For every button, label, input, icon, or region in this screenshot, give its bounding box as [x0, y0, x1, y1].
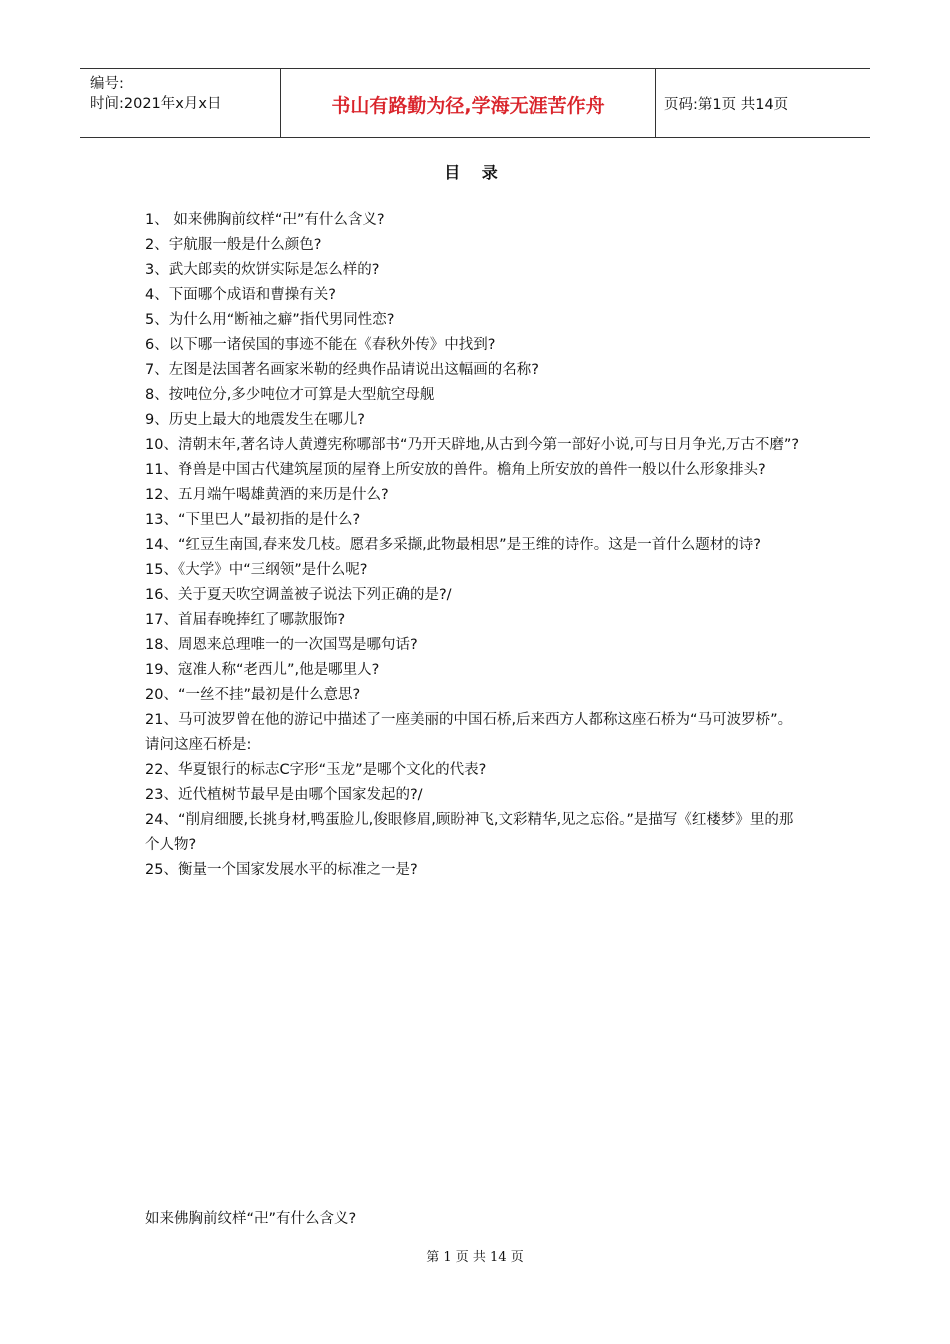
toc-item[interactable]: 21、马可波罗曾在他的游记中描述了一座美丽的中国石桥,后来西方人都称这座石桥为“马可波罗桥”。请问这座石桥是: [145, 712, 793, 753]
page-footer: 第 1 页 共 14 页 [426, 1250, 524, 1265]
toc-item[interactable]: 11、脊兽是中国古代建筑屋顶的屋脊上所安放的兽件。檐角上所安放的兽件一般以什么形象排头? [145, 462, 766, 478]
toc-item[interactable]: 25、衡量一个国家发展水平的标准之一是? [145, 862, 418, 878]
toc-item[interactable]: 1、 如来佛胸前纹样“卍”有什么含义? [145, 212, 385, 228]
document-number-label: 编号: [90, 76, 124, 92]
toc-item[interactable]: 19、寇准人称“老西儿”,他是哪里人? [145, 662, 380, 678]
document-date-label: 时间:2021年x月x日 [90, 96, 222, 112]
toc-item[interactable]: 14、“红豆生南国,春来发几枝。愿君多采撷,此物最相思”是王维的诗作。这是一首什么题材的诗? [145, 537, 761, 553]
toc-item[interactable]: 3、武大郎卖的炊饼实际是怎么样的? [145, 262, 380, 278]
page-header [80, 68, 870, 138]
toc-item[interactable]: 20、“一丝不挂”最初是什么意思? [145, 687, 361, 703]
header-motto-cell [280, 69, 656, 137]
toc-item[interactable]: 13、“下里巴人”最初指的是什么? [145, 512, 361, 528]
toc-item[interactable]: 23、近代植树节最早是由哪个国家发起的?/ [145, 787, 423, 803]
header-meta [80, 69, 280, 137]
toc-list [145, 208, 805, 883]
toc-item[interactable]: 16、关于夏天吹空调盖被子说法下列正确的是?/ [145, 587, 452, 603]
header-page-cell [654, 69, 870, 137]
toc-item[interactable]: 17、首届春晚捧红了哪款服饰? [145, 612, 346, 628]
toc-item[interactable]: 6、以下哪一诸侯国的事迹不能在《春秋外传》中找到? [145, 337, 496, 353]
toc-item[interactable]: 4、下面哪个成语和曹操有关? [145, 287, 336, 303]
toc-item[interactable]: 12、五月端午喝雄黄酒的来历是什么? [145, 487, 389, 503]
toc-item[interactable]: 10、清朝末年,著名诗人黄遵宪称哪部书“乃开天辟地,从古到今第一部好小说,可与日月争光,万古不磨”? [145, 437, 800, 453]
toc-item[interactable]: 22、华夏银行的标志C字形“玉龙”是哪个文化的代表? [145, 762, 487, 778]
toc-item[interactable]: 8、按吨位分,多少吨位才可算是大型航空母舰 [145, 387, 435, 403]
toc-item[interactable]: 7、左图是法国著名画家米勒的经典作品请说出这幅画的名称? [145, 362, 539, 378]
first-question-heading: 如来佛胸前纹样“卍”有什么含义? [145, 1211, 357, 1227]
toc-item[interactable]: 15、《大学》中“三纲领”是什么呢? [145, 562, 368, 578]
header-motto: 书山有路勤为径,学海无涯苦作舟 [331, 95, 605, 117]
toc-item[interactable]: 5、为什么用“断袖之癖”指代男同性恋? [145, 312, 395, 328]
toc-item[interactable]: 2、宇航服一般是什么颜色? [145, 237, 322, 253]
toc-item[interactable]: 18、周恩来总理唯一的一次国骂是哪句话? [145, 637, 418, 653]
toc-item[interactable]: 9、历史上最大的地震发生在哪儿? [145, 412, 365, 428]
header-page-info: 页码:第1页 共14页 [664, 97, 789, 113]
toc-item[interactable]: 24、“削肩细腰,长挑身材,鸭蛋脸儿,俊眼修眉,顾盼神飞,文彩精华,见之忘俗。”是描写《红楼梦》里的那个人物? [145, 812, 794, 853]
toc-title: 目 录 [444, 163, 506, 182]
